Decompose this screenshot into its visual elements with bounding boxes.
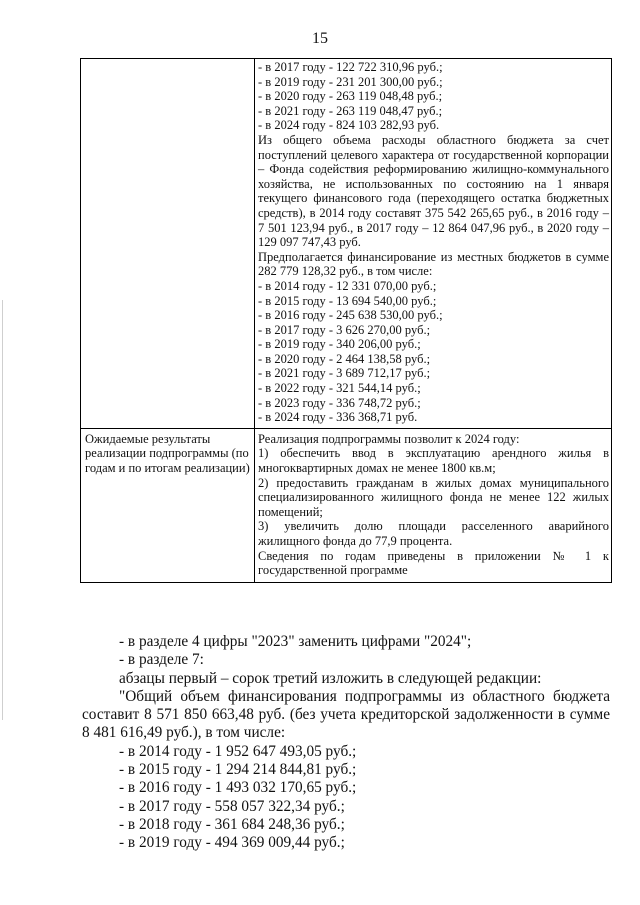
list-item: - в 2015 году - 13 694 540,00 руб.; xyxy=(258,293,437,308)
list-item: - в 2019 году - 494 369 009,44 руб.; xyxy=(119,834,345,852)
table-row xyxy=(81,428,612,582)
result-item: 1) обеспечить ввод в эксплуатацию арендного жилья в многоквартирных домах не менее 1800 кв.м; xyxy=(258,446,609,476)
list-item: - в 2024 году - 336 368,71 руб. xyxy=(258,410,418,425)
amendment-line: - в разделе 4 цифры "2023" заменить цифрами "2024"; xyxy=(119,633,472,650)
list-item: - в 2017 году - 3 626 270,00 руб.; xyxy=(258,322,431,337)
funding-year-list xyxy=(82,743,610,853)
list-item: - в 2022 году - 321 544,14 руб.; xyxy=(258,381,421,396)
page-number: 15 xyxy=(312,30,328,47)
list-item: - в 2020 году - 263 119 048,48 руб.; xyxy=(258,89,443,104)
list-item: - в 2019 году - 340 206,00 руб.; xyxy=(258,337,421,352)
scan-margin-line xyxy=(2,300,3,720)
list-item: - в 2018 году - 361 684 248,36 руб.; xyxy=(119,815,345,833)
table-row xyxy=(81,59,612,429)
row-label-cell xyxy=(81,59,255,429)
list-item: - в 2017 году - 122 722 310,96 руб.; xyxy=(258,60,443,74)
amendment-line: абзацы первый – сорок третий изложить в следующей редакции: xyxy=(119,669,542,687)
list-item: - в 2016 году - 1 493 032 170,65 руб.; xyxy=(119,779,357,797)
results-intro: Реализация подпрограммы позволит к 2024 году: xyxy=(258,431,520,446)
list-item: - в 2015 году - 1 294 214 844,81 руб.; xyxy=(119,761,357,779)
fund-paragraph: Из общего объема расходы областного бюджета за счет поступлений целевого характера от государственной корпорации – Фонда содействия реформированию жилищно-коммунального хозяйства, не использованных по состоянию на 1 января текущего финансового года (переходящего остатка бюджетных средств), в 2014 году составят 375 542 265,65 руб., в 2016 году – 7 501 123,94 руб., в 2017 году – 12 864 047,96 руб., в 2020 году – 129 097 747,43 руб. xyxy=(258,132,609,250)
local-budget-list xyxy=(258,279,609,425)
list-item: - в 2024 году - 824 103 282,93 руб. xyxy=(258,118,440,133)
list-item: - в 2020 году - 2 464 138,58 руб.; xyxy=(258,351,431,366)
results-note: Сведения по годам приведены в приложении № 1 к государственной программе xyxy=(258,548,609,578)
amendment-line: - в разделе 7: xyxy=(119,651,204,669)
result-item: 2) предоставить гражданам в жилых домах муниципального специализированного жилищного фонда не менее 122 жилых помещений; xyxy=(258,475,609,519)
local-budget-intro: Предполагается финансирование из местных бюджетов в сумме 282 779 128,32 руб., в том числе: xyxy=(258,249,609,279)
row-label-cell: Ожидаемые результаты реализации подпрограммы (по годам и по итогам реализации) xyxy=(81,428,255,582)
list-item: - в 2014 году - 1 952 647 493,05 руб.; xyxy=(119,742,357,760)
list-item: - в 2016 году - 245 638 530,00 руб.; xyxy=(258,308,443,323)
list-item: - в 2021 году - 263 119 048,47 руб.; xyxy=(258,103,443,118)
funding-list-2017-2024 xyxy=(258,60,609,133)
amendment-text xyxy=(82,633,610,853)
list-item: - в 2017 году - 558 057 322,34 руб.; xyxy=(119,797,345,815)
row-content-cell xyxy=(255,428,612,582)
row-content-cell xyxy=(255,59,612,429)
result-item: 3) увеличить долю площади расселенного аварийного жилищного фонда до 77,9 процента. xyxy=(258,519,609,548)
funding-paragraph: "Общий объем финансирования подпрограммы из областного бюджета составит 8 571 850 663,48 руб. (без учета кредиторской задолженности в сумме 8 481 616,49 руб.), в том числе: xyxy=(82,687,610,742)
list-item: - в 2019 году - 231 201 300,00 руб.; xyxy=(258,74,443,89)
list-item: - в 2021 году - 3 689 712,17 руб.; xyxy=(258,366,431,381)
subprogram-passport-table xyxy=(80,58,612,583)
list-item: - в 2023 году - 336 748,72 руб.; xyxy=(258,395,421,410)
list-item: - в 2014 году - 12 331 070,00 руб.; xyxy=(258,278,437,293)
